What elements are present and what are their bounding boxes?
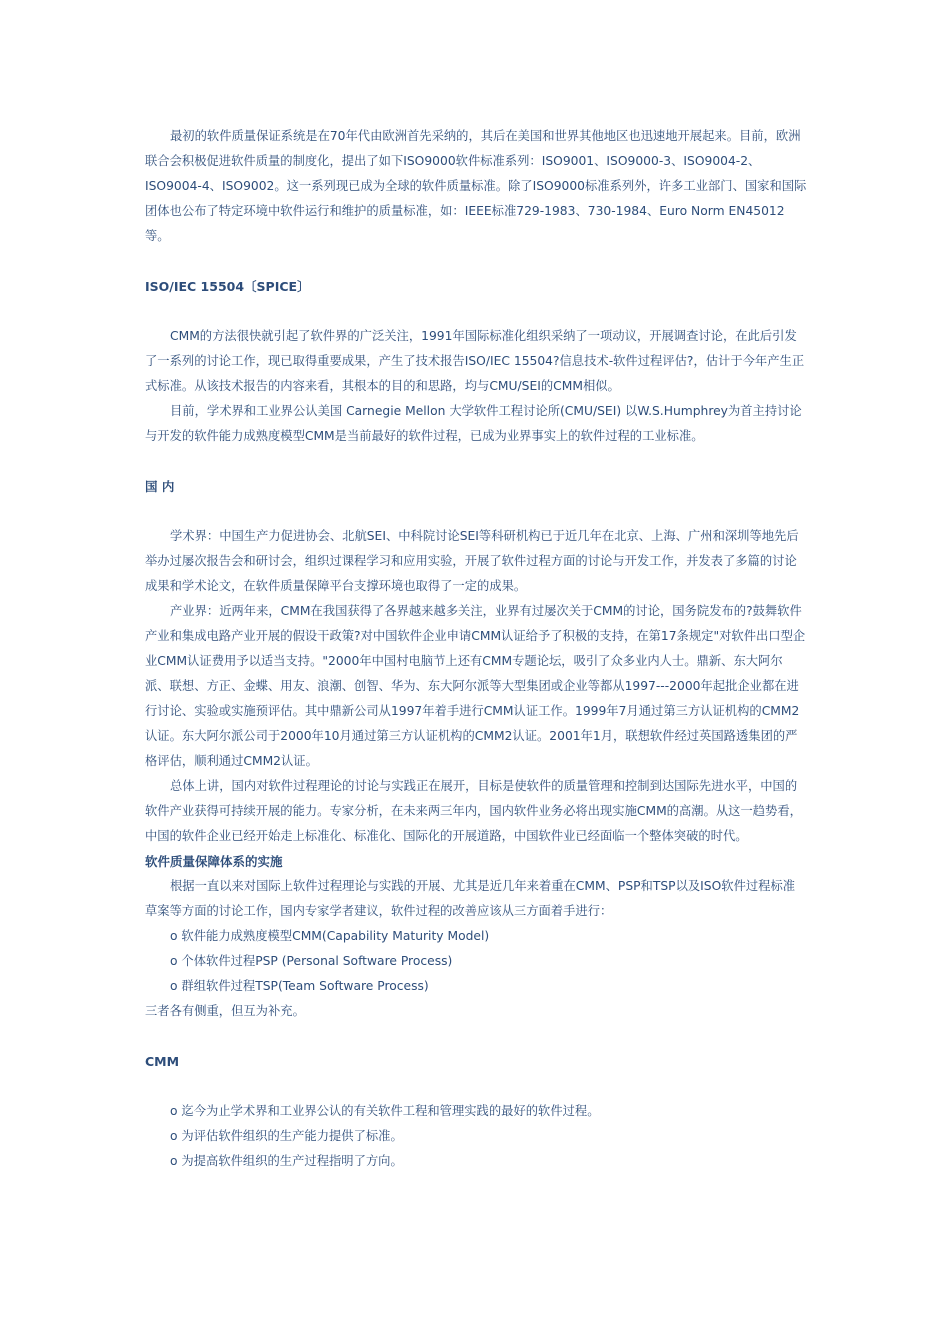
spice-paragraph-2: 目前，学术界和工业界公认美国 Carnegie Mellon 大学软件工程讨论所(CMU/SEI) 以W.S.Humphrey为首主持讨论与开发的软件能力成熟度模型CMM是当前最好的软件过程，已成为业界事实上的软件过程的工业标准。 (145, 404, 802, 443)
list-item: o 迄今为止学术界和工业界公认的有关软件工程和管理实践的最好的软件过程。 (170, 1104, 600, 1118)
document-body (145, 124, 807, 1174)
cmm-heading: CMM (145, 1054, 180, 1069)
domestic-paragraph-3: 总体上讲，国内对软件过程理论的讨论与实践正在展开，目标是使软件的质量管理和控制到达国际先进水平，中国的软件产业获得可持续开展的能力。专家分析，在未来两三年内，国内软件业务必将出现实施CMM的高潮。从这一趋势看，中国的软件企业已经开始走上标准化、标准化、国际化的开展道路，中国软件业已经面临一个整体突破的时代。 (145, 779, 802, 843)
spacer (145, 499, 807, 524)
spacer (145, 449, 807, 474)
list-item: o 个体软件过程PSP (Personal Software Process) (170, 954, 453, 968)
implementation-closing: 三者各有侧重，但互为补充。 (145, 1004, 305, 1018)
spacer (145, 1074, 807, 1099)
spacer (145, 249, 807, 274)
spacer (145, 1024, 807, 1049)
domestic-paragraph-1: 学术界：中国生产力促进协会、北航SEI、中科院讨论SEI等科研机构已于近几年在北京、上海、广州和深圳等地先后举办过屡次报告会和研讨会，组织过课程学习和应用实验，开展了软件过程方面的讨论与开发工作，并发表了多篇的讨论成果和学术论文，在软件质量保障平台支撑环境也取得了一定的成果。 (145, 529, 799, 593)
list-item: o 为提高软件组织的生产过程指明了方向。 (170, 1154, 403, 1168)
spice-heading: ISO/IEC 15504〔SPICE〕 (145, 279, 310, 294)
domestic-heading: 国 内 (145, 479, 175, 494)
list-item: o 软件能力成熟度模型CMM(Capability Maturity Model) (170, 929, 490, 943)
implementation-paragraph: 根据一直以来对国际上软件过程理论与实践的开展、尤其是近几年来着重在CMM、PSP和TSP以及ISO软件过程标准草案等方面的讨论工作，国内专家学者建议，软件过程的改善应该从三方面着手进行： (145, 879, 796, 918)
domestic-paragraph-2: 产业界：近两年来，CMM在我国获得了各界越来越多关注，业界有过屡次关于CMM的讨论，国务院发布的?鼓舞软件产业和集成电路产业开展的假设干政策?对中国软件企业申请CMM认证给予了积极的支持，在第17条规定"对软件出口型企业CMM认证费用予以适当支持。"2000年中国村电脑节上还有CMM专题论坛，吸引了众多业内人士。鼎新、东大阿尔派、联想、方正、金蝶、用友、浪潮、创智、华为、东大阿尔派等大型集团或企业等都从1997---2000年起批企业都在进行讨论、实验或实施预评估。其中鼎新公司从1997年着手进行CMM认证工作。1999年7月通过第三方认证机构的CMM2认证。东大阿尔派公司于2000年10月通过第三方认证机构的CMM2认证。2001年1月，联想软件经过英国路透集团的严格评估，顺利通过CMM2认证。 (145, 604, 806, 768)
intro-paragraph: 最初的软件质量保证系统是在70年代由欧洲首先采纳的，其后在美国和世界其他地区也迅速地开展起来。目前，欧洲联合会积极促进软件质量的制度化，提出了如下ISO9000软件标准系列：ISO9001、ISO9000-3、ISO9004-2、ISO9004-4、ISO9002。这一系列现已成为全球的软件质量标准。除了ISO9000标准系列外，许多工业部门、国家和国际团体也公布了特定环境中软件运行和维护的质量标准，如：IEEE标准729-1983、730-1984、Euro Norm EN45012等。 (145, 129, 807, 243)
list-item: o 群组软件过程TSP(Team Software Process) (170, 979, 429, 993)
list-item: o 为评估软件组织的生产能力提供了标准。 (170, 1129, 403, 1143)
implementation-heading: 软件质量保障体系的实施 (145, 854, 283, 869)
spice-paragraph-1: CMM的方法很快就引起了软件界的广泛关注，1991年国际标准化组织采纳了一项动议，开展调查讨论，在此后引发了一系列的讨论工作，现已取得重要成果，产生了技术报告ISO/IEC 15504?信息技术-软件过程评估?，估计于今年产生正式标准。从该技术报告的内容来看，其根本的目的和思路，均与CMU/SEI的CMM相似。 (145, 329, 805, 393)
spacer (145, 299, 807, 324)
